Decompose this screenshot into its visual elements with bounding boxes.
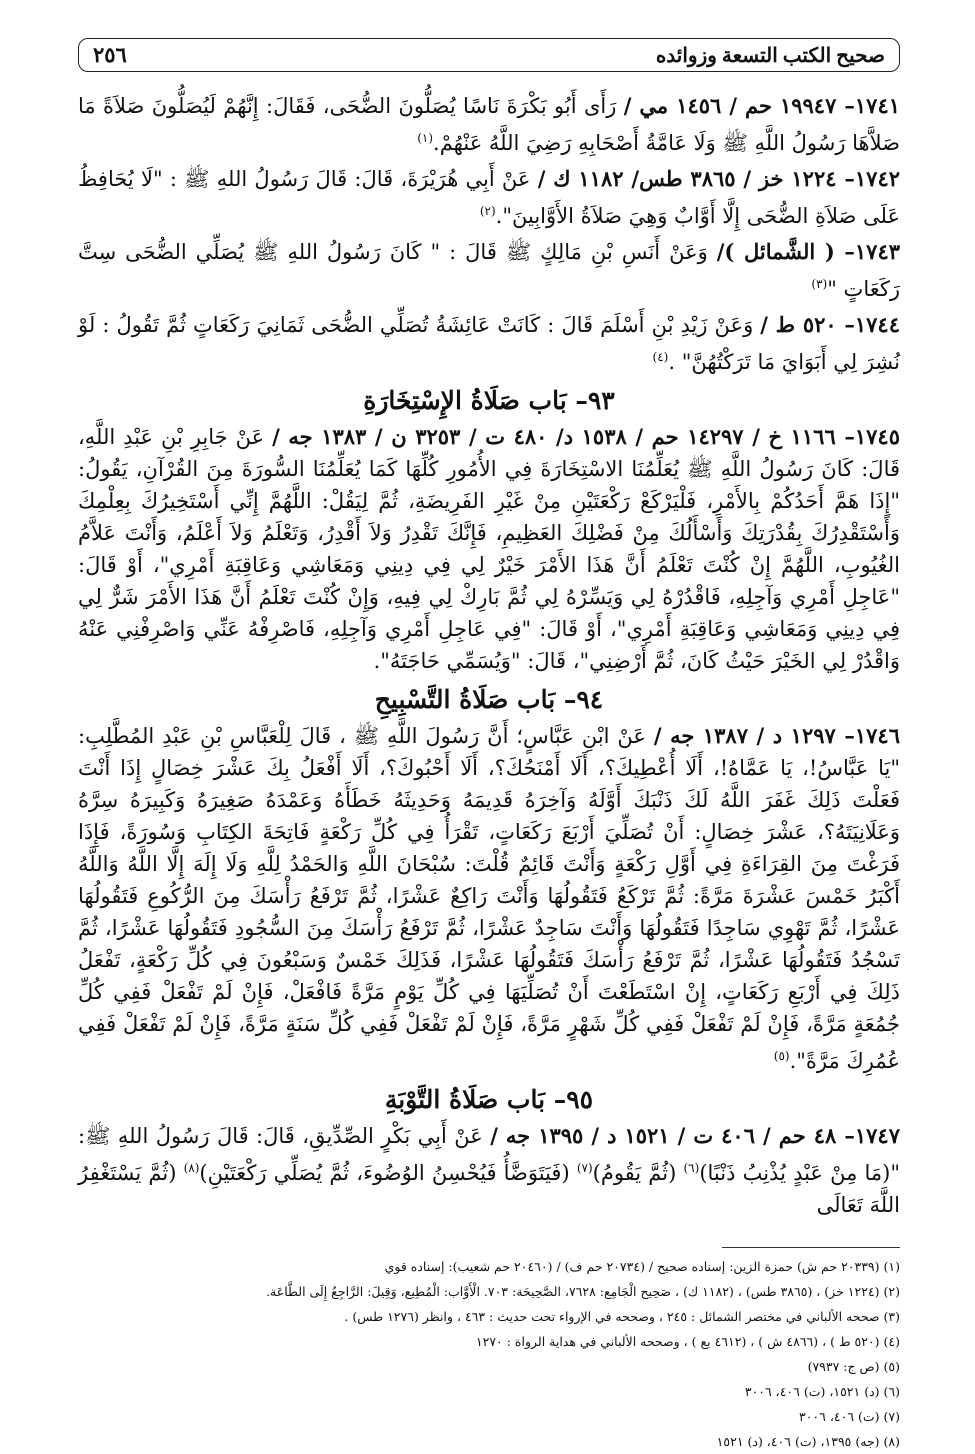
footnote-7: (٧) (ت) ٤٠٦، ٣٠٠٦ [799, 1409, 900, 1424]
hadith-ref: ١٧٤٥– ١١٦٦ خ / ١٤٢٩٧ حم / ١٥٣٨ د/ ٤٨٠ ت / ٣٢٥٣ ن / ١٣٨٣ جه / [272, 424, 900, 449]
hadith-ref: ١٧٤٣– ( الشَّمائل )/ [716, 239, 901, 264]
page-number: ٢٥٦ [93, 42, 127, 67]
chapter-heading-95: ٩٥– بَاب صَلَاةُ التَّوْبَةِ [384, 1085, 594, 1114]
hadith-ref: ١٧٤٢– ١٢٢٤ خز / ٣٨٦٥ طس/ ١١٨٢ ك / [537, 166, 901, 191]
page-body [78, 90, 900, 1454]
hadith-text: وَعَنْ أَنَسِ بْنِ مَالِكٍ ﷺ قَالَ : " كَانَ رَسُولُ اللهِ ﷺ يُصَلِّي الضُّحَى سِتَّ رَكَعَاتٍ " [78, 240, 900, 301]
footnote-3: (٣) صححه الألباني في مختصر الشمائل : ٢٤٥ ، وصححه في الإرواء تحت حديث : ٤٦٣ ، وانظر (١٢٧٦ طس) . [344, 1309, 900, 1324]
hadith-1744 [78, 309, 900, 378]
hadith-1743 [78, 236, 900, 305]
hadith-1745 [78, 421, 900, 677]
footnote-marker[interactable]: (١) [417, 131, 434, 145]
footnote-divider [722, 1247, 900, 1248]
footnote-marker[interactable]: (٧) [576, 1161, 593, 1175]
page-header [78, 38, 900, 72]
footnote-marker[interactable]: (٨) [183, 1161, 200, 1175]
footnotes [78, 1254, 900, 1454]
hadith-ref: ١٧٤٦– ١٢٩٧ د / ١٣٨٧ جه / [653, 723, 900, 748]
footnote-marker[interactable]: (٦) [683, 1161, 700, 1175]
hadith-text: (ثُمَّ يَسْتَغْفِرُ اللَّهَ تَعَالَى [78, 1161, 900, 1217]
hadith-text: عَنْ جَابِرِ بْنِ عَبْدِ اللَّهِ، قَالَ: كَانَ رَسُولُ اللَّهِ ﷺ يُعَلِّمُنَا الاسْتِخَارَةَ فِي الأُمُورِ كُلِّهَا كَمَا يُعَلِّمُنَا السُّورَةَ مِنَ القُرْآنِ، يَقُولُ: "إِذَا هَمَّ أَحَدُكُمْ بِالأَمْرِ، فَلْيَرْكَعْ رَكْعَتَيْنِ مِنْ غَيْرِ الفَرِيضَةِ، ثُمَّ لِيَقُلْ: اللَّهُمَّ إِنِّي أَسْتَخِيرُكَ بِعِلْمِكَ وَأَسْتَقْدِرُكَ بِقُدْرَتِكَ وَأَسْأَلُكَ مِنْ فَضْلِكَ العَظِيمِ، فَإِنَّكَ تَقْدِرُ وَلاَ أَقْدِرُ، وَتَعْلَمُ وَلاَ أَعْلَمُ، وَأَنْتَ عَلاَّمُ الغُيُوبِ، اللَّهُمَّ إِنْ كُنْتَ تَعْلَمُ أَنَّ هَذَا الأَمْرَ خَيْرٌ لِي فِي دِينِي وَمَعَاشِي وَعَاقِبَةِ أَمْرِي"، أَوْ قَالَ: "عَاجِلِ أَمْرِي وَآجِلِهِ، فَاقْدُرْهُ لِي وَيَسِّرْهُ لِي ثُمَّ بَارِكْ لِي فِيهِ، وَإِنْ كُنْتَ تَعْلَمُ أَنَّ هَذَا الأَمْرَ شَرٌّ لِي فِي دِينِي وَمَعَاشِي وَعَاقِبَةِ أَمْرِي"، أَوْ قَالَ: "فِي عَاجِلِ أَمْرِي وَآجِلِهِ، فَاصْرِفْهُ عَنِّي وَاصْرِفْنِي عَنْهُ وَاقْدُرْ لِي الخَيْرَ حَيْثُ كَانَ، ثُمَّ أَرْضِنِي"، قَالَ: "وَيُسَمِّي حَاجَتَهُ". [78, 425, 901, 673]
hadith-ref: ١٧٤١– ١٩٩٤٧ حم / ١٤٥٦ مي / [623, 93, 901, 118]
hadith-text: (ثُمَّ يَقُومُ) [592, 1161, 677, 1185]
hadith-1747 [78, 1120, 900, 1221]
hadith-text: وَعَنْ زَيْدِ بْنِ أَسْلَمَ قَالَ : كَانَتْ عَائِشَةُ تُصَلِّي الضُّحَى ثَمَانِيَ رَكَعَاتٍ ثُمَّ تَقُولُ : لَوْ نُشِرَ لِي أَبَوَايَ مَا تَرَكْتُهُنَّ" . [78, 313, 900, 374]
hadith-ref: ١٧٤٤– ٥٢٠ ط / [760, 312, 900, 337]
hadith-1746 [78, 720, 900, 1077]
hadith-text: (فَيَتَوَضَّأُ فَيُحْسِنُ الوُضُوءَ، ثُمَّ يُصَلِّي رَكْعَتَيْنِ) [199, 1161, 570, 1185]
document-page [78, 38, 900, 1454]
hadith-text: عَنْ ابْنِ عَبَّاسٍ؛ أَنَّ رَسُولَ اللَّهِ ﷺ ، قَالَ لِلْعَبَّاسِ بْنِ عَبْدِ المُطَّلِبِ: "يَا عَبَّاسُ!، يَا عَمَّاهُ!، أَلَا أُعْطِيكَ؟، أَلَا أَمْنَحُكَ؟، أَلَا أَحْبُوكَ؟، أَلَا أَفْعَلُ بِكَ عَشْرَ خِصَالٍ إِذَا أَنْتَ فَعَلْتَ ذَلِكَ غَفَرَ اللَّهُ لَكَ ذَنْبَكَ أَوَّلَهُ وَآخِرَهُ قَدِيمَهُ وَحَدِيثَهُ خَطَأَهُ وَعَمْدَهُ صَغِيرَهُ وَكَبِيرَهُ سِرَّهُ وَعَلَانِيَتَهُ؟، عَشْرَ خِصَالٍ: أَنْ تُصَلِّيَ أَرْبَعَ رَكَعَاتٍ، تَقْرَأُ فِي كُلِّ رَكْعَةٍ فَاتِحَةَ الكِتَابِ وَسُورَةً، فَإِذَا فَرَغْتَ مِنَ القِرَاءَةِ فِي أَوَّلِ رَكْعَةٍ وَأَنْتَ قَائِمٌ قُلْتَ: سُبْحَانَ اللَّهِ وَالحَمْدُ لِلَّهِ وَلَا إِلَهَ إِلَّا اللَّهُ وَاللَّهُ أَكْبَرُ خَمْسَ عَشْرَةَ مَرَّةً: ثُمَّ تَرْكَعُ فَتَقُولُهَا وَأَنْتَ رَاكِعٌ عَشْرًا، ثُمَّ تَرْفَعُ رَأْسَكَ مِنَ الرُّكُوعِ فَتَقُولُهَا عَشْرًا، ثُمَّ تَهْوِي سَاجِدًا فَتَقُولُهَا وَأَنْتَ سَاجِدٌ عَشْرًا، ثُمَّ تَرْفَعُ رَأْسَكَ مِنَ السُّجُودِ فَتَقُولُهَا عَشْرًا، ثُمَّ تَسْجُدُ فَتَقُولُهَا عَشْرًا، ثُمَّ تَرْفَعُ رَأْسَكَ فَتَقُولُهَا عَشْرًا، فَذَلِكَ خَمْسٌ وَسَبْعُونَ فِي كُلِّ رَكْعَةٍ، تَفْعَلُ ذَلِكَ فِي أَرْبَعِ رَكَعَاتٍ، إِنْ اسْتَطَعْتَ أَنْ تُصَلِّيَهَا فِي كُلِّ يَوْمٍ مَرَّةً فَافْعَلْ، فَإِنْ لَمْ تَفْعَلْ فَفِي كُلِّ جُمُعَةٍ مَرَّةً، فَإِنْ لَمْ تَفْعَلْ فَفِي كُلِّ شَهْرٍ مَرَّةً، فَإِنْ لَمْ تَفْعَلْ فَفِي كُلِّ سَنَةٍ مَرَّةً، فَإِنْ لَمْ تَفْعَلْ فَفِي عُمُرِكَ مَرَّةً". [78, 724, 901, 1073]
footnote-8: (٨) (جه) ١٣٩٥، (ت) ٤٠٦، (د) ١٥٢١ [716, 1434, 900, 1449]
hadith-1742 [78, 163, 900, 232]
footnote-2: (٢) (١٢٢٤ خز) ، (٣٨٦٥ طس) ، (١١٨٢ ك) ، صَحِيح الْجَامِع: ٧٦٢٨، الصَّحِيحَة: ٧٠٣. الْأَوَّاب: الْمُطِيع، وَقِيلَ: الرَّاجِعُ إِلَى الطَّاعَة. [266, 1284, 900, 1299]
hadith-1741 [78, 90, 900, 159]
footnote-marker[interactable]: (٢) [479, 204, 496, 218]
footnote-4: (٤) (٥٢٠ ط ) ، (٤٨٦٦ ش ) ، (٤٦١٢ يع ) ، وصححه الألباني في هداية الرواة : ١٢٧٠ [475, 1334, 900, 1349]
footnote-5: (٥) (ص ج: ٧٩٣٧) [807, 1359, 900, 1374]
footnote-marker[interactable]: (٣) [811, 277, 828, 291]
footnote-marker[interactable]: (٥) [773, 1049, 790, 1063]
footnote-1: (١) (٢٠٣٣٩ حم ش) حمزة الزين: إسناده صحيح / (٢٠٧٣٤ حم ف) / (٢٠٤٦٠ حم شعيب): إسناده قوي [384, 1259, 900, 1274]
book-title: صحيح الكتب التسعة وزوائده [655, 44, 885, 67]
chapter-heading-94: ٩٤– بَاب صَلَاةُ التَّسْبِيحِ [374, 685, 604, 714]
footnote-6: (٦) (د) ١٥٢١، (ت) ٤٠٦، ٣٠٠٦ [744, 1384, 900, 1399]
chapter-heading-93: ٩٣– بَاب صَلَاةُ الإِسْتِخَارَةِ [363, 386, 615, 415]
footnote-marker[interactable]: (٤) [652, 350, 669, 364]
hadith-ref: ١٧٤٧– ٤٨ حم / ٤٠٦ ت / ١٥٢١ د / ١٣٩٥ جه / [490, 1123, 900, 1148]
hadith-text: رَأَى أَبُو بَكْرَةَ نَاسًا يُصَلُّونَ الضُّحَى، فَقَالَ: إِنَّهُمْ لَيُصَلُّونَ صَلاَةً مَا صَلاَّهَا رَسُولُ اللَّهِ ﷺ وَلَا عَامَّةُ أَصْحَابِهِ رَضِيَ اللَّهُ عَنْهُمْ. [78, 94, 900, 155]
hadith-text: عَنْ أَبِي بَكْرٍ الصِّدِّيقِ، قَالَ: قَالَ رَسُولُ اللهِ ﷺ: "(مَا مِنْ عَبْدٍ يُذْنِبُ ذَنْبًا) [78, 1124, 900, 1185]
hadith-text: عَنْ أَبِي هُرَيْرَةَ، قَالَ: قَالَ رَسُولُ اللهِ ﷺ : "لَا يُحَافِظُ عَلَى صَلاَةِ الضُّحَى إِلَّا أَوَّابٌ وَهِيَ صَلاَةُ الأَوَّابِينَ". [78, 167, 900, 228]
